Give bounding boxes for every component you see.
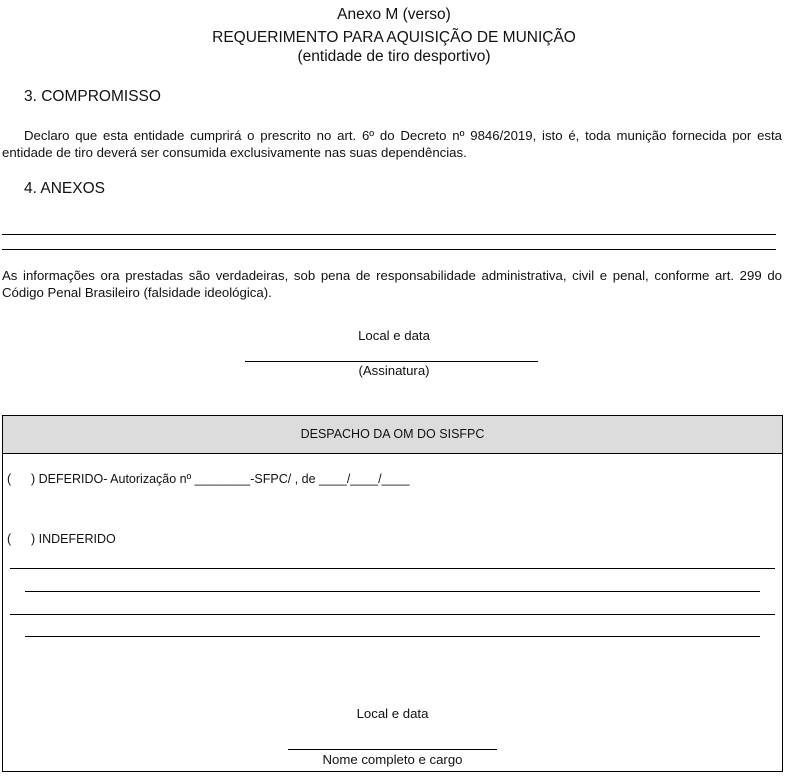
local-date-label: Local e data (358, 328, 430, 343)
despacho-line-2 (25, 591, 760, 592)
despacho-line-1 (10, 568, 775, 569)
section-3-heading: 3. COMPROMISSO (24, 88, 161, 105)
despacho-signature-line (288, 749, 497, 750)
declaration-paragraph: As informações ora prestadas são verdadeiras, sob pena de responsabilidade administrativa, civil e penal, conforme art. 299 do Código Penal Brasileiro (falsidade ideológica). (2, 268, 782, 300)
deferido-label: ) DEFERIDO- Autorização nº ________-SFPC/ , de ____/____/____ (31, 472, 410, 486)
annex-line-2 (2, 249, 776, 250)
document-subtitle: (entidade de tiro desportivo) (297, 48, 491, 65)
despacho-line-3 (10, 614, 775, 615)
deferido-row (7, 472, 409, 486)
annex-label: Anexo M (verso) (337, 6, 451, 23)
despacho-local-date: Local e data (356, 706, 429, 721)
despacho-line-4 (25, 636, 760, 637)
name-cargo-label: Nome completo e cargo (322, 752, 463, 767)
deferido-checkbox[interactable]: ( (7, 472, 12, 486)
indeferido-checkbox[interactable]: ( (7, 532, 12, 546)
indeferido-label: ) INDEFERIDO (31, 532, 116, 546)
despacho-header: DESPACHO DA OM DO SISFPC (3, 416, 782, 454)
indeferido-row (7, 532, 116, 546)
annex-line-1 (2, 234, 776, 235)
document-title: REQUERIMENTO PARA AQUISIÇÃO DE MUNIÇÃO (212, 29, 576, 46)
signature-label: (Assinatura) (358, 363, 430, 378)
despacho-box (2, 415, 783, 772)
commitment-paragraph: Declaro que esta entidade cumprirá o prescrito no art. 6º do Decreto nº 9846/2019, isto é, toda munição fornecida por esta entidade de tiro deverá ser consumida exclusivamente nas suas dependências. (2, 128, 782, 160)
section-4-heading: 4. ANEXOS (24, 180, 105, 197)
signature-line (245, 361, 538, 362)
